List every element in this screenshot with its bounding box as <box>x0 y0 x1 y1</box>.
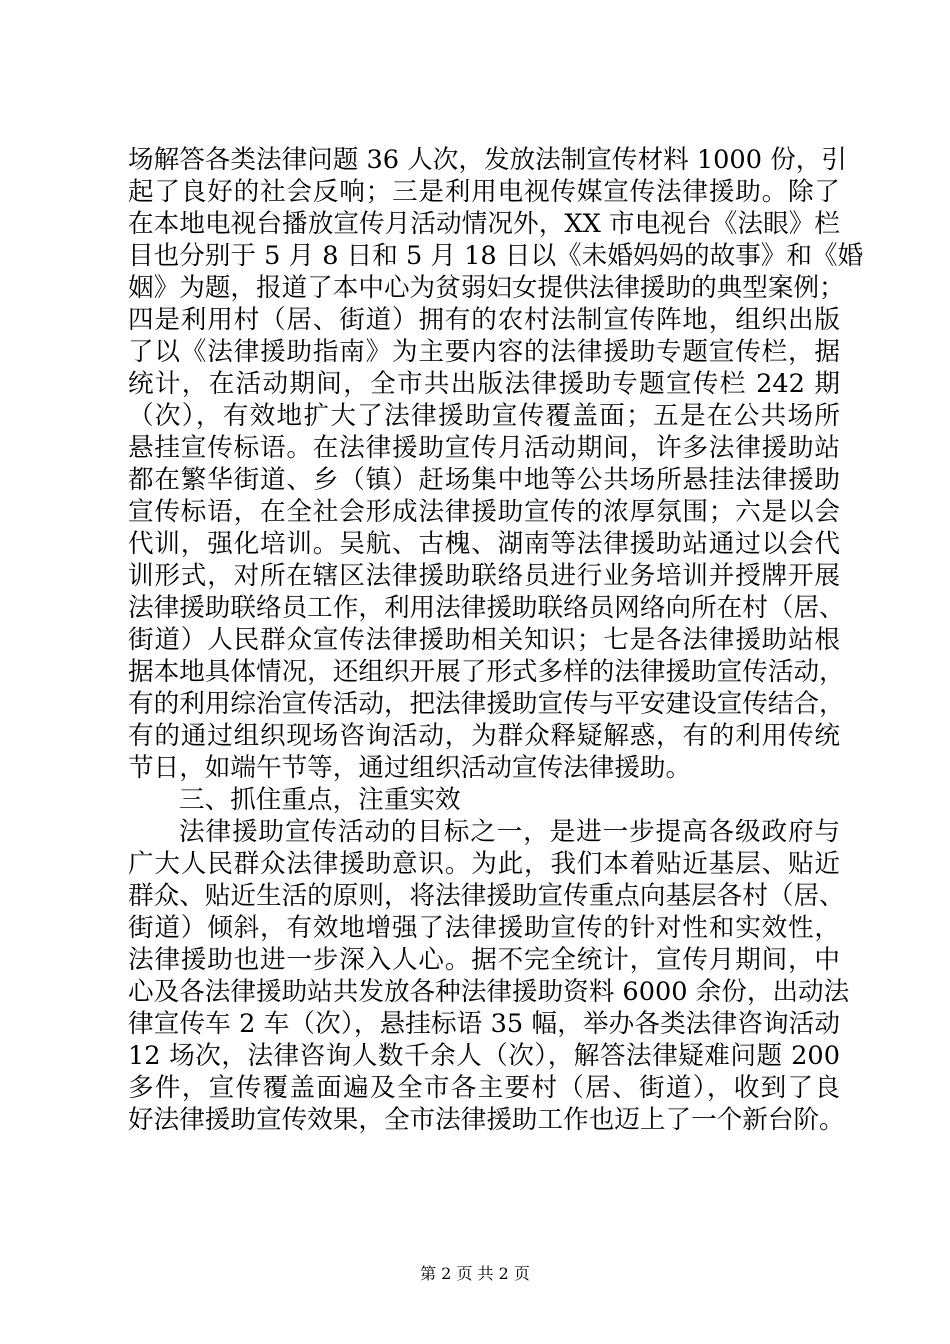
text-line: 目也分别于 5 月 8 日和 5 月 18 日以《未婚妈妈的故事》和《婚 <box>128 241 864 271</box>
text-line: 在本地电视台播放宣传月活动情况外，XX 市电视台《法眼》栏 <box>128 209 840 239</box>
text-line: 法律援助联络员工作，利用法律援助联络员网络向所在村（居、 <box>128 593 845 623</box>
text-line: 宣传标语，在全社会形成法律援助宣传的浓厚氛围；六是以会 <box>128 497 840 527</box>
text-line: 有的利用综治宣传活动，把法律援助宣传与平安建设宣传结合， <box>128 689 845 719</box>
text-line: （次），有效地扩大了法律援助宣传覆盖面；五是在公共场所 <box>128 401 840 431</box>
text-line: 姻》为题，报道了本中心为贫弱妇女提供法律援助的典型案例； <box>128 273 845 303</box>
text-line: 法律援助也进一步深入人心。据不完全统计，宣传月期间，中 <box>128 945 840 975</box>
text-line: 街道）倾斜，有效地增强了法律援助宣传的针对性和实效性， <box>128 913 840 943</box>
document-body <box>128 144 864 1136</box>
text-line: 街道）人民群众宣传法律援助相关知识；七是各法律援助站根 <box>128 625 840 655</box>
text-line: 都在繁华街道、乡（镇）赶场集中地等公共场所悬挂法律援助 <box>128 465 840 495</box>
paragraph-continued <box>128 144 864 784</box>
text-line: 悬挂宣传标语。在法律援助宣传月活动期间，许多法律援助站 <box>128 433 840 463</box>
text-line: 12 场次，法律咨询人数千余人（次），解答法律疑难问题 200 <box>128 1041 840 1071</box>
text-line: 律宣传车 2 车（次），悬挂标语 35 幅，举办各类法律咨询活动 <box>128 1009 840 1039</box>
text-line: 训形式，对所在辖区法律援助联络员进行业务培训并授牌开展 <box>128 561 840 591</box>
text-line: 法律援助宣传活动的目标之一，是进一步提高各级政府与 <box>179 817 840 847</box>
text-line: 心及各法律援助站共发放各种法律援助资料 6000 余份，出动法 <box>128 977 850 1007</box>
text-line: 节日，如端午节等，通过组织活动宣传法律援助。 <box>128 753 692 783</box>
text-line: 场解答各类法律问题 36 人次，发放法制宣传材料 1000 份，引 <box>128 145 847 175</box>
text-line: 起了良好的社会反响；三是利用电视传媒宣传法律援助。除了 <box>128 177 840 207</box>
text-line: 了以《法律援助指南》为主要内容的法律援助专题宣传栏，据 <box>128 337 840 367</box>
text-line: 好法律援助宣传效果，全市法律援助工作也迈上了一个新台阶。 <box>128 1105 845 1135</box>
page-number-footer: 第 2 页 共 2 页 <box>420 1264 530 1283</box>
text-line: 统计，在活动期间，全市共出版法律援助专题宣传栏 242 期 <box>128 369 840 399</box>
text-line: 多件，宣传覆盖面遍及全市各主要村（居、街道），收到了良 <box>128 1073 840 1103</box>
text-line: 广大人民群众法律援助意识。为此，我们本着贴近基层、贴近 <box>128 849 840 879</box>
paragraph-section-3 <box>128 816 850 1136</box>
text-line: 据本地具体情况，还组织开展了形式多样的法律援助宣传活动， <box>128 657 845 687</box>
section-heading: 三、抓住重点，注重实效 <box>179 785 461 815</box>
text-line: 代训，强化培训。吴航、古槐、湖南等法律援助站通过以会代 <box>128 529 840 559</box>
text-line: 群众、贴近生活的原则，将法律援助宣传重点向基层各村（居、 <box>128 881 845 911</box>
text-line: 四是利用村（居、街道）拥有的农村法制宣传阵地，组织出版 <box>128 305 840 335</box>
text-line: 有的通过组织现场咨询活动，为群众释疑解惑，有的利用传统 <box>128 721 840 751</box>
